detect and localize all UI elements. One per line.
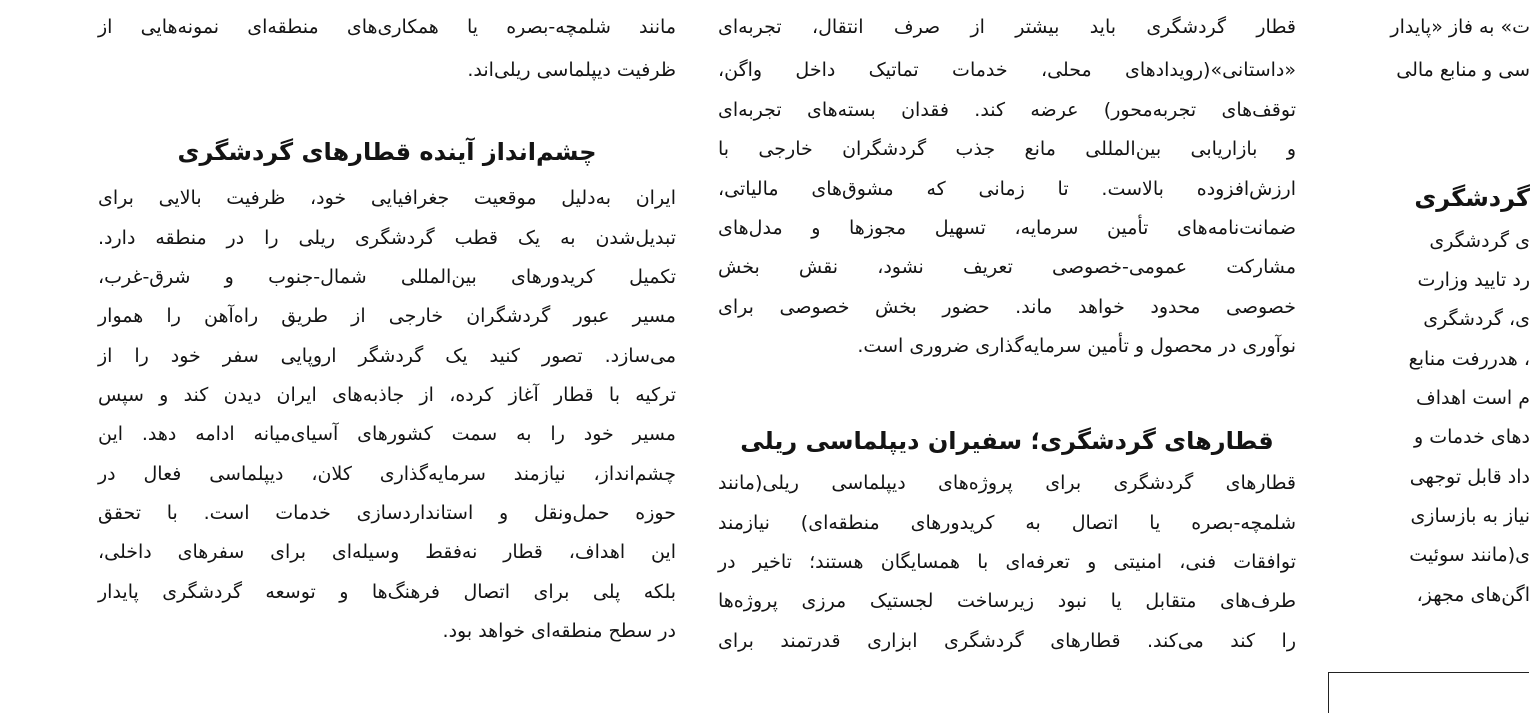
body-line: رد تایید وزارت xyxy=(1417,269,1530,291)
body-line: مانند شلمچه-بصره یا همکاری‌های منطقه‌ای نمونه‌هایی از xyxy=(98,16,676,38)
body-line: مشارکت عمومی-خصوصی تعریف نشود، نقش بخش xyxy=(718,256,1296,278)
body-line: «داستانی»(رویدادهای محلی، خدمات تماتیک داخل واگن، xyxy=(718,59,1296,81)
body-line: می‌سازد. تصور کنید یک گردشگر اروپایی سفر خود را از xyxy=(98,345,676,367)
body-line: ی، گردشگری xyxy=(1423,308,1530,330)
article-column-left xyxy=(98,0,676,686)
section-heading: چشم‌انداز آینده قطارهای گردشگری xyxy=(177,138,597,166)
body-line: نوآوری در محصول و تأمین سرمایه‌گذاری ضروری است. xyxy=(857,335,1296,357)
article-column-middle xyxy=(718,0,1296,686)
body-line: داد قابل توجهی xyxy=(1409,466,1530,488)
body-line: نیاز به بازسازی xyxy=(1410,505,1530,527)
body-line: ، هدررفت منابع xyxy=(1408,348,1530,370)
body-line: ت» به فاز «پایدار xyxy=(1390,16,1530,38)
article-column-right-clipped xyxy=(1330,0,1530,686)
body-line: و بازاریابی بین‌المللی مانع جذب گردشگران خارجی با xyxy=(718,138,1296,160)
body-line: قطارهای گردشگری برای پروژه‌های دیپلماسی ریلی(مانند xyxy=(718,472,1296,494)
body-line: ترکیه با قطار آغاز کرده، از جاذبه‌های ایران دیدن کند و سپس xyxy=(98,384,676,406)
body-line: ارزش‌افزوده بالاست. تا زمانی که مشوق‌های مالیاتی، xyxy=(718,178,1296,200)
body-line: شلمچه-بصره یا اتصال به کریدورهای منطقه‌ای) نیازمند xyxy=(718,512,1296,534)
body-line: خصوصی محدود خواهد ماند. حضور بخش خصوصی برای xyxy=(718,296,1296,318)
body-line: حوزه حمل‌ونقل و استانداردسازی خدمات است. با تحقق xyxy=(98,502,676,524)
body-line: ضمانت‌نامه‌های تأمین سرمایه، تسهیل مجوزها و مدل‌های xyxy=(718,217,1296,239)
body-line: توقف‌های تجربه‌محور) عرضه کند. فقدان بسته‌های تجربه‌ای xyxy=(718,99,1296,121)
body-line: تبدیل‌شدن به یک قطب گردشگری ریلی را در منطقه دارد. xyxy=(98,227,676,249)
body-line: ی گردشگری xyxy=(1429,230,1530,252)
body-line: اگن‌های مجهز، xyxy=(1416,584,1530,606)
sidebar-box-border xyxy=(1328,672,1529,713)
body-line: تکمیل کریدورهای بین‌المللی شمال-جنوب و شرق-غرب، xyxy=(98,266,676,288)
body-line: م است اهداف xyxy=(1416,387,1530,409)
body-line: ی(مانند سوئیت xyxy=(1409,544,1530,566)
body-line: طرف‌های متقابل یا نبود زیرساخت لجستیک مرزی پروژه‌ها xyxy=(718,590,1296,612)
body-line: سی و منابع مالی xyxy=(1396,59,1530,81)
body-line: در سطح منطقه‌ای خواهد بود. xyxy=(442,620,676,642)
body-line: بلکه پلی برای اتصال فرهنگ‌ها و توسعه گردشگری پایدار xyxy=(98,581,676,603)
body-line: مسیر عبور گردشگران خارجی از طریق راه‌آهن را هموار xyxy=(98,305,676,327)
section-heading: قطارهای گردشگری؛ سفیران دیپلماسی ریلی xyxy=(740,427,1274,455)
body-line: مسیر خود را به سمت کشورهای آسیای‌میانه ادامه دهد. این xyxy=(98,423,676,445)
section-heading: گردشگری xyxy=(1414,184,1530,212)
body-line: قطار گردشگری باید بیشتر از صرف انتقال، تجربه‌ای xyxy=(718,16,1296,38)
body-line: را کند می‌کند. قطارهای گردشگری ابزاری قدرتمند برای xyxy=(718,630,1296,652)
body-line: ظرفیت دیپلماسی ریلی‌اند. xyxy=(467,59,676,81)
body-line: چشم‌انداز، نیازمند سرمایه‌گذاری کلان، دیپلماسی فعال در xyxy=(98,463,676,485)
body-line: توافقات فنی، امنیتی و تعرفه‌ای با همسایگان هستند؛ تاخیر در xyxy=(718,551,1296,573)
body-line: ایران به‌دلیل موقعیت جغرافیایی خود، ظرفیت بالایی برای xyxy=(98,187,676,209)
body-line: این اهداف، قطار نه‌فقط وسیله‌ای برای سفرهای داخلی، xyxy=(98,541,676,563)
body-line: دهای خدمات و xyxy=(1414,426,1530,448)
